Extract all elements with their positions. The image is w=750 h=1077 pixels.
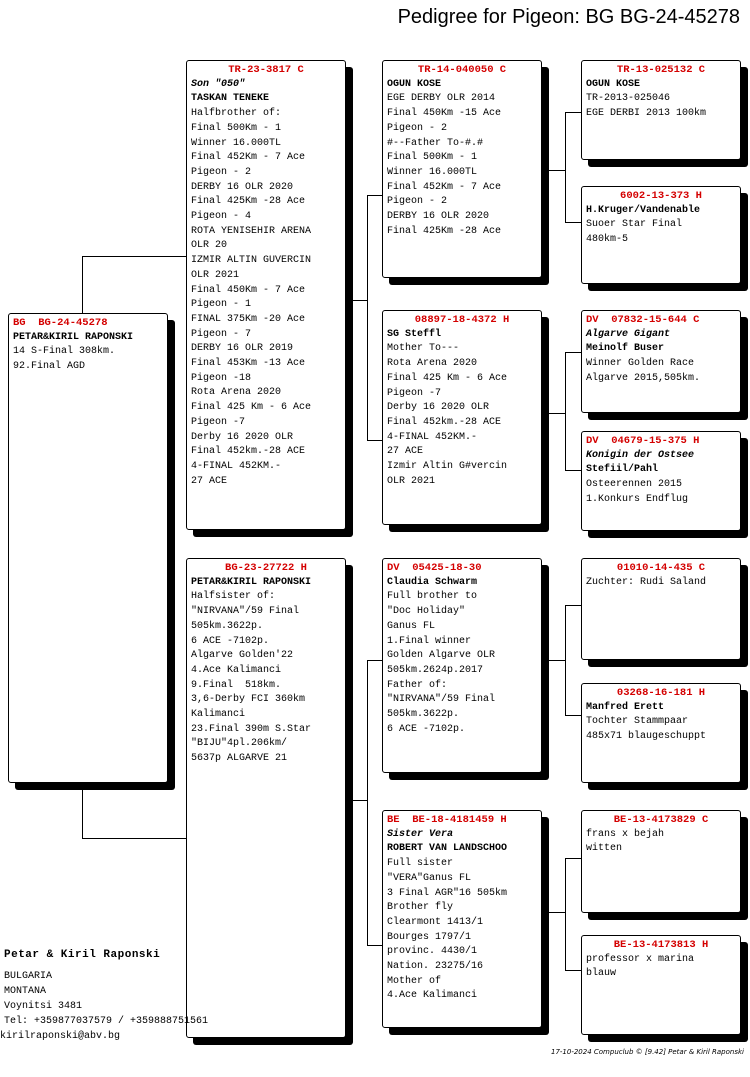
note-line: 27 ACE [387, 446, 424, 458]
connector-line [367, 660, 368, 945]
note-line: IZMIR ALTIN GUVERCIN [191, 255, 312, 267]
note-line: Algarve Golden'22 [191, 650, 294, 662]
note-line: OLR 20 [191, 240, 228, 252]
pigeon-card-sire-sire[interactable] [382, 60, 542, 278]
owner-name: Petar & Kiril Raponski [4, 949, 161, 961]
connector-line [367, 660, 382, 661]
note-line: Rota Arena 2020 [191, 387, 282, 399]
pigeon-card-dsd[interactable] [581, 683, 741, 783]
pigeon-card-dam-dam[interactable] [382, 810, 542, 1028]
note-line: Final 450Km - 7 Ace [191, 284, 306, 296]
breeder-name: Meinolf Buser [586, 343, 665, 355]
note-line: Final 452Km - 7 Ace [387, 181, 502, 193]
owner-town: Voynitsi 3481 [4, 1001, 83, 1012]
note-line: 485x71 blaugeschuppt [586, 731, 707, 743]
connector-line [565, 470, 581, 471]
breeder-name: TASKAN TENEKE [191, 93, 270, 105]
note-line: Algarve 2015,505km. [586, 372, 701, 384]
ring-number: 6002-13-373 H [620, 190, 702, 202]
note-line: Pigeon - 2 [387, 196, 448, 208]
note-line: 9.Final 518km. [191, 679, 282, 691]
note-line: Winner 16.000TL [387, 166, 478, 178]
note-line: #--Father To-#.# [387, 137, 484, 149]
note-line: "Doc Holiday" [387, 606, 466, 618]
ring-number: DV 05425-18-30 [387, 562, 482, 574]
note-line: Father of: [387, 679, 448, 691]
connector-line [367, 195, 382, 196]
note-line: Final 425Km -28 Ace [387, 225, 502, 237]
note-line: 1.Final winner [387, 635, 472, 647]
connector-line [548, 170, 565, 171]
note-line: Izmir Altin G#vercin [387, 461, 508, 473]
note-line: 4.Ace Kalimanci [387, 990, 478, 1002]
connector-line [565, 352, 581, 353]
ring-number: BG BG-24-45278 [13, 317, 108, 329]
note-line: "VERA"Ganus FL [387, 872, 472, 884]
note-line: 27 ACE [191, 475, 228, 487]
ring-number: TR-13-025132 C [616, 64, 706, 76]
owner-info [0, 948, 209, 1044]
pigeon-card-dam[interactable] [186, 558, 346, 1038]
connector-line [565, 222, 581, 223]
print-footer: 17-10-2024 Compuclub © [9.42] Petar & Kiril Raponski [550, 1048, 744, 1056]
note-line: 505km.3622p. [387, 709, 460, 721]
note-line: Winner 16.000TL [191, 137, 282, 149]
note-line: Full brother to [387, 591, 478, 603]
note-line: Clearmont 1413/1 [387, 916, 484, 928]
note-line: Suoer Star Final [586, 219, 683, 231]
note-line: EGE DERBI 2013 100km [586, 108, 707, 120]
note-line: 6 ACE -7102p. [191, 635, 270, 647]
note-line: Halfsister of: [191, 591, 276, 603]
note-line: Derby 16 2020 OLR [387, 402, 490, 414]
note-line: 23.Final 390m S.Star [191, 723, 312, 735]
note-line: EGE DERBY OLR 2014 [387, 93, 496, 105]
note-line: 505km.2624p.2017 [387, 664, 484, 676]
note-line: ROTA YENISEHIR ARENA [191, 225, 312, 237]
note-line: "NIRVANA"/59 Final [387, 694, 496, 706]
breeder-name: Claudia Schwarm [387, 576, 478, 588]
connector-line [82, 785, 83, 838]
note-line: Pigeon - 2 [387, 122, 448, 134]
note-line: 480km-5 [586, 234, 629, 246]
ring-number: DV 04679-15-375 H [586, 435, 700, 447]
note-line: "BIJU"4pl.206km/ [191, 738, 288, 750]
note-line: OLR 2021 [387, 475, 436, 487]
note-line: Brother fly [387, 902, 454, 914]
note-line: Nation. 23275/16 [387, 961, 484, 973]
connector-line [565, 858, 581, 859]
connector-line [565, 605, 581, 606]
connector-line [352, 800, 367, 801]
note-line: Pigeon -7 [387, 387, 442, 399]
note-line: OLR 2021 [191, 269, 240, 281]
note-line: professor x marina [586, 953, 695, 965]
note-line: Full sister [387, 858, 454, 870]
note-line: DERBY 16 OLR 2020 [191, 181, 294, 193]
owner-email: kirilraponski@abv.bg [0, 1031, 121, 1042]
breeder-name: SG Steffl [387, 328, 442, 340]
pigeon-card-subject[interactable] [8, 313, 168, 783]
note-line: Final 500Km - 1 [387, 152, 478, 164]
connector-line [82, 838, 186, 839]
connector-line [548, 413, 565, 414]
note-line: Kalimanci [191, 709, 246, 721]
note-line: 6 ACE -7102p. [387, 723, 466, 735]
breeder-name: ROBERT VAN LANDSCHOO [387, 843, 508, 855]
note-line: Ganus FL [387, 620, 436, 632]
connector-line [565, 858, 566, 970]
pigeon-card-ddd[interactable] [581, 935, 741, 1035]
note-line: Bourges 1797/1 [387, 931, 472, 943]
pigeon-card-sss[interactable] [581, 60, 741, 160]
note-line: 4-FINAL 452KM.- [387, 431, 478, 443]
note-line: Osteerennen 2015 [586, 479, 683, 491]
ring-number: DV 07832-15-644 C [586, 314, 700, 326]
ring-number: BE-13-4173829 C [613, 814, 709, 826]
connector-line [82, 256, 83, 314]
note-line: 92.Final AGD [13, 361, 86, 373]
pigeon-card-sire-dam[interactable] [382, 310, 542, 525]
breeder-name: Manfred Erett [586, 701, 665, 713]
note-line: 3,6-Derby FCI 360km [191, 694, 306, 706]
ring-number: 03268-16-181 H [616, 687, 706, 699]
page-title: Pedigree for Pigeon: BG BG-24-45278 [397, 6, 740, 28]
connector-line [367, 440, 382, 441]
note-line: Pigeon - 2 [191, 166, 252, 178]
connector-line [352, 300, 367, 301]
pigeon-nickname: Sister Vera [387, 828, 454, 840]
ring-number: TR-14-040050 C [417, 64, 507, 76]
note-line: 505km.3622p. [191, 620, 264, 632]
ring-number: TR-23-3817 C [228, 64, 304, 76]
connector-line [565, 352, 566, 470]
breeder-name: Stefiil/Pahl [586, 464, 659, 476]
note-line: Final 425 Km - 6 Ace [191, 402, 312, 414]
ring-number: BE-13-4173813 H [613, 939, 709, 951]
connector-line [565, 715, 581, 716]
note-line: FINAL 375Km -20 Ace [191, 313, 306, 325]
note-line: Final 425Km -28 Ace [191, 196, 306, 208]
note-line: Pigeon - 7 [191, 328, 252, 340]
connector-line [565, 605, 566, 715]
owner-country: BULGARIA [4, 971, 53, 982]
note-line: Final 450Km -15 Ace [387, 108, 502, 120]
pigeon-card-sire[interactable] [186, 60, 346, 530]
note-line: Rota Arena 2020 [387, 358, 478, 370]
ring-number: BE BE-18-4181459 H [387, 814, 507, 826]
pigeon-card-dss[interactable] [581, 558, 741, 660]
note-line: 1.Konkurs Endflug [586, 493, 689, 505]
note-line: Mother of [387, 975, 442, 987]
breeder-name: OGUN KOSE [387, 78, 442, 90]
note-line: DERBY 16 OLR 2020 [387, 211, 490, 223]
breeder-name: OGUN KOSE [586, 78, 641, 90]
note-line: Pigeon - 1 [191, 299, 252, 311]
owner-region: MONTANA [4, 986, 47, 997]
note-line: provinc. 4430/1 [387, 946, 478, 958]
connector-line [565, 970, 581, 971]
note-line: 4-FINAL 452KM.- [191, 460, 282, 472]
note-line: witten [586, 843, 623, 855]
note-line: frans x bejah [586, 828, 665, 840]
note-line: Pigeon -7 [191, 416, 246, 428]
note-line: blauw [586, 968, 617, 980]
note-line: Final 452Km - 7 Ace [191, 152, 306, 164]
pigeon-card-dam-sire[interactable] [382, 558, 542, 773]
ring-number: 08897-18-4372 H [414, 314, 510, 326]
connector-line [548, 660, 565, 661]
note-line: 14 S-Final 308km. [13, 346, 116, 358]
connector-line [367, 195, 368, 440]
pigeon-nickname: Son "050" [191, 78, 246, 90]
pigeon-card-ssd[interactable] [581, 186, 741, 284]
connector-line [82, 256, 186, 257]
ring-number: 01010-14-435 C [616, 562, 706, 574]
pigeon-card-sds[interactable] [581, 310, 741, 413]
pigeon-card-sdd[interactable] [581, 431, 741, 531]
note-line: Halfbrother of: [191, 108, 282, 120]
connector-line [548, 912, 565, 913]
note-line: Winner Golden Race [586, 358, 695, 370]
ring-number: BG-23-27722 H [225, 562, 307, 574]
note-line: Final 452km.-28 ACE [191, 446, 306, 458]
note-line: Derby 16 2020 OLR [191, 431, 294, 443]
note-line: TR-2013-025046 [586, 93, 671, 105]
note-line: Pigeon -18 [191, 372, 252, 384]
note-line: 3 Final AGR"16 505km [387, 887, 508, 899]
note-line: 5637p ALGARVE 21 [191, 753, 288, 765]
note-line: Zuchter: Rudi Saland [586, 576, 707, 588]
note-line: Tochter Stammpaar [586, 716, 689, 728]
note-line: 4.Ace Kalimanci [191, 664, 282, 676]
breeder-name: PETAR&KIRIL RAPONSKI [191, 576, 312, 588]
note-line: DERBY 16 OLR 2019 [191, 343, 294, 355]
note-line: Golden Algarve OLR [387, 650, 496, 662]
note-line: Final 425 Km - 6 Ace [387, 372, 508, 384]
owner-phone: Tel: +359877037579 / +359888751561 [4, 1016, 209, 1027]
connector-line [565, 112, 581, 113]
note-line: Final 453Km -13 Ace [191, 358, 306, 370]
pigeon-card-dds[interactable] [581, 810, 741, 913]
note-line: Pigeon - 4 [191, 211, 252, 223]
note-line: Final 452km.-28 ACE [387, 416, 502, 428]
note-line: Final 500Km - 1 [191, 122, 282, 134]
note-line: "NIRVANA"/59 Final [191, 606, 300, 618]
breeder-name: H.Kruger/Vandenable [586, 204, 701, 216]
breeder-name: PETAR&KIRIL RAPONSKI [13, 331, 134, 343]
pigeon-nickname: Algarve Gigant [586, 328, 671, 340]
connector-line [367, 945, 382, 946]
connector-line [565, 112, 566, 222]
pigeon-nickname: Konigin der Ostsee [586, 449, 695, 461]
note-line: Mother To--- [387, 343, 460, 355]
